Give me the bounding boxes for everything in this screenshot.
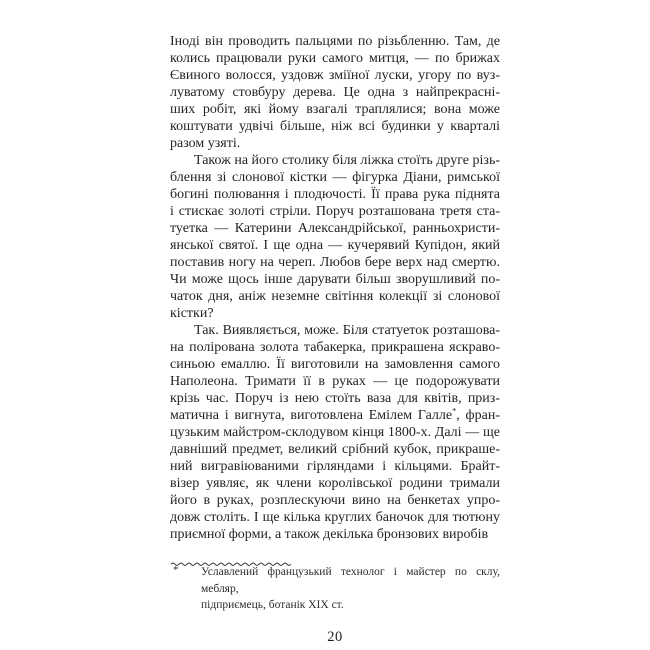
text-line: довж століть. І ще кілька круглих баночок для тютюну xyxy=(170,510,500,525)
text-line: туетка — Катерини Александрійської, ранньохристи- xyxy=(170,221,500,236)
text-line: янської святої. І ще одна — кучерявий Купідон, який xyxy=(170,238,500,253)
text-line: разом узяті. xyxy=(170,136,241,151)
text-line: матична і вигнута, виготовлена Емілем Галле*, фран- xyxy=(170,406,500,423)
paragraph xyxy=(170,152,500,322)
text-line: і стискає золоті стріли. Поруч розташована третя ста- xyxy=(170,204,500,219)
text-column xyxy=(170,33,500,646)
text-line: приємної форми, а також декілька бронзових виробів xyxy=(170,527,489,542)
text-line: Чи може щось інше дарувати більш зворушливий по- xyxy=(170,272,500,287)
text-line: колись працювали руки самого митця, — по брижах xyxy=(170,51,500,66)
body-text xyxy=(170,33,500,543)
footnote-divider xyxy=(170,554,500,560)
footnote-text xyxy=(201,564,500,614)
text-line: Так. Виявляється, може. Біля статуеток розташова- xyxy=(194,323,500,338)
footnote xyxy=(170,564,500,614)
text-line: цузьким майстром-склодувом кінця 1800-х. Далі — ще xyxy=(170,425,500,440)
text-line: ний вигравіюваними гірляндами і кільцями. Брайт- xyxy=(170,459,500,474)
text-line: ших робіт, які йому взагалі траплялися; вона може xyxy=(170,102,500,117)
text-line: луватому стовбуру дерева. Це одна з найпрекрасні- xyxy=(170,85,500,100)
text-line: Наполеона. Тримати її в руках — це подорожувати xyxy=(170,374,500,389)
text-line: давніший предмет, великий срібний кубок, прикраше- xyxy=(170,442,500,457)
text-line: синьою емаллю. Її виготовили на замовлення самого xyxy=(170,357,500,372)
text-line: коштувати удвічі більше, ніж всі будинки у кварталі xyxy=(170,119,500,134)
text-line: Євиного волосся, уздовж зміїної луски, угору по вуз- xyxy=(170,68,500,83)
text-line: крізь час. Поруч із нею стоїть ваза для квітів, приз- xyxy=(170,391,500,406)
text-line: на полірована золота табакерка, прикрашена яскраво- xyxy=(170,340,500,355)
text-line: поставив ногу на череп. Любов бере верх над смертю. xyxy=(170,255,500,270)
text-line: візер уявляє, як члени королівської родини тримали xyxy=(170,476,500,491)
text-line: Також на його столику біля ліжка стоїть друге різь- xyxy=(194,153,500,168)
paragraph xyxy=(170,322,500,543)
text-line: богині полювання і плодючості. Її права рука піднята xyxy=(170,187,500,202)
text-line: кістки? xyxy=(170,306,214,321)
footnote-line: Уславлений французький технолог і майстер по склу, мебляр, xyxy=(201,566,500,595)
text-line: Іноді він проводить пальцями по різьбленню. Там, де xyxy=(170,34,500,49)
paragraph xyxy=(170,33,500,152)
text-line: чаток дня, аніж неземне світіння колекції зі слонової xyxy=(170,289,500,304)
text-line: його в руках, розплескуючи вино на бенкетах упро- xyxy=(170,493,500,508)
text-line: блення зі слонової кістки — фігурка Діани, римської xyxy=(170,170,500,185)
footnote-line: підприємець, ботанік XIX ст. xyxy=(201,599,344,611)
footnote-marker: * xyxy=(173,564,179,576)
page-number: 20 xyxy=(327,628,343,645)
